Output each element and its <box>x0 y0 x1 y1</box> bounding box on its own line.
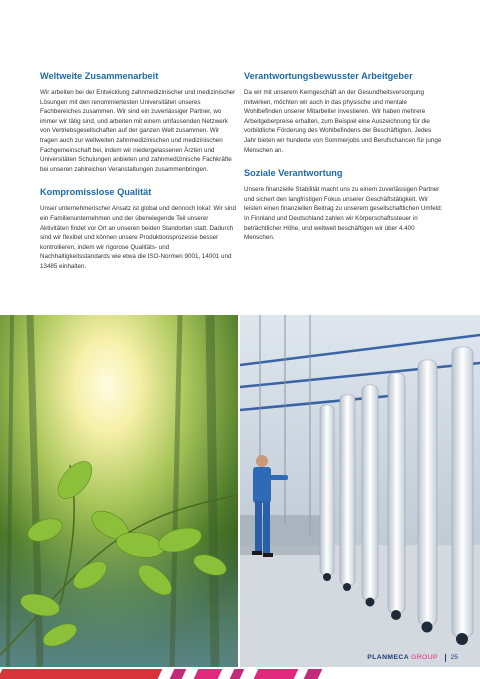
footer-stripes <box>0 669 360 679</box>
paragraph-soziale-verantwortung: Unsere finanzielle Stabilität macht uns zu einem zuverlässigen Partner und sichert den langfristigen Fokus unserer Geschäftstätigkeit. Wir leisten einen finanziellen Beitrag zu unserem gesellschaftlichen Umfeld: In Finnland und Deutschland zahlen wir Körperschaftssteuer in beträchtlicher Höhe, und weltweit beschäftigen wir über 4.400 Menschen. <box>244 186 443 242</box>
paragraph-kompromisslose-qualitaet: Unser unternehmerischer Ansatz ist global und dennoch lokal: Wir sind ein Familienunternehmen und der überwiegende Teil unserer Aktivitäten findet vor Ort an unseren beiden Standorten statt. Dadurch sind wir flexibel und können unsere Produktionsprozesse besser kontrollieren, indem wir rigorose Qualitäts- und Nachhaltigkeitsstandards wie etwa die ISO-Normen 9001, 14001 und 13485 einhalten. <box>40 205 236 270</box>
right-column <box>244 70 444 255</box>
heading-kompromisslose-qualitaet: Kompromisslose Qualität <box>40 187 152 198</box>
factory-worker-production-line-photo <box>240 315 480 667</box>
forest-leaves-sunlight-photo <box>0 315 238 667</box>
paragraph-weltweite-zusammenarbeit: Wir arbeiten bei der Entwicklung zahnmedizinischer und medizinischer Lösungen mit den renommiertesten Universitäten unseres Fachbereiches zusammen. Wir sind ein zuverlässiger Partner, wo immer wir tätig sind, und arbeiten mit einem umfassenden Netzwerk von Vertriebsgesellschaften auf der ganzen Welt zusammen. Wir tragen auch zur weltweiten zahnmedizinischen und medizinischen Fachgemeinschaft bei, indem wir niedergelassenen Ärzten und Universitäten Schulungen anbieten und zahnmedizinische Fachkräfte bei unseren zahlreichen Veranstaltungen zusammenbringen. <box>40 89 236 173</box>
paragraph-verantwortungsbewusster-arbeitgeber: Da wir mit unserem Kerngeschäft an der Gesundheitsversorgung mitwirken, möchten wir auch in das physische und mentale Wohlbefinden unserer Mitarbeiter investieren. Wir haben mehrere Arbeitgeberpreise erhalten, zum Beispiel eine Auszeichnung für die vorbildliche Förderung des Wohlbefindens der Beschäftigten. Jedes Jahr bieten wir hunderte von Sommerjobs und Berufschancen für junge Menschen an. <box>244 89 442 154</box>
heading-soziale-verantwortung: Soziale Verantwortung <box>244 168 343 179</box>
brand-name: PLANMECA <box>367 654 409 661</box>
brand-logo <box>367 654 438 661</box>
brand-suffix: GROUP <box>411 654 438 661</box>
left-column <box>40 70 238 284</box>
heading-verantwortungsbewusster-arbeitgeber: Verantwortungsbewusster Arbeitgeber <box>244 71 413 81</box>
heading-weltweite-zusammenarbeit: Weltweite Zusammenarbeit <box>40 71 159 81</box>
page-number: 25 <box>445 654 458 662</box>
